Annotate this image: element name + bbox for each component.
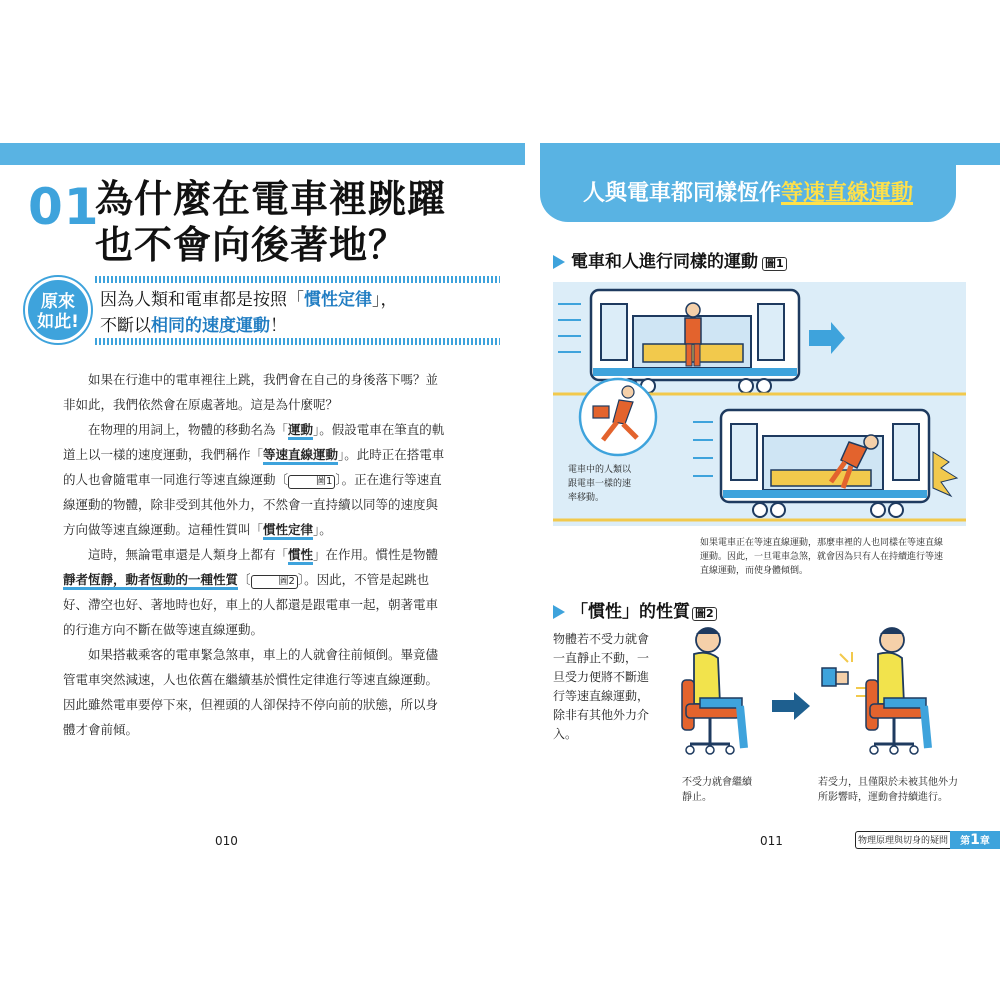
triangle-bullet-icon — [553, 605, 565, 619]
summary-callout — [100, 287, 398, 339]
term-inertia-definition: 靜者恆靜，動者恆動的一種性質 — [63, 572, 238, 590]
figure-1-caption-1: 電車中的人類以 跟電車一樣的速 率移動。 — [568, 465, 632, 503]
paragraph-4: 如果搭載乘客的電車緊急煞車，車上的人就會往前傾倒。畢竟儘管電車突然減速，人也依舊在繼續基於慣性定律進行等速直線運動。因此雖然電車要停下來，但裡頭的人卻保持不停向前的狀態，所以身體才會前傾。 — [63, 647, 439, 737]
badge-line-2: 如此! — [37, 312, 79, 332]
figure-2-side-text: 物體若不受力就會 一直靜止不動，一 旦受力便將不斷進 行等速直線運動， 除非有其他外力介 入。 — [553, 632, 650, 741]
chapter-tab — [855, 831, 1000, 849]
conclusion-badge — [25, 277, 91, 343]
brake-burst-icon — [933, 452, 957, 496]
term-law-of-inertia: 慣性定律 — [263, 522, 313, 540]
chapter-tab-number: 第1章 — [950, 831, 1000, 849]
seated-person-left — [682, 628, 744, 754]
badge-line-1: 原來 — [41, 292, 75, 312]
figure-ref-1: 圖1 — [288, 475, 335, 489]
figure-2-caption-right: 若受力，且僅限於未被其他外力 所影響時，運動會持續進行。 — [818, 777, 958, 803]
section-number: 01 — [28, 178, 100, 236]
figure-2-illustration — [660, 620, 960, 770]
title-line-2: 也不會向後著地？ — [95, 223, 408, 267]
top-color-bar-right — [540, 143, 1000, 165]
page-number-left: 010 — [215, 834, 238, 848]
callout-highlight-1: 慣性定律 — [304, 290, 372, 310]
seated-person-right — [866, 628, 928, 754]
speed-lines-top — [558, 304, 581, 352]
term-motion: 運動 — [288, 422, 313, 440]
page-title — [95, 176, 446, 268]
page-number-right: 011 — [760, 834, 783, 848]
figure-2-title: 「慣性」的性質 圖2 — [553, 597, 717, 622]
figure-ref-2: 圖2 — [251, 575, 298, 589]
chapter-tab-label: 物理原理與切身的疑問 — [855, 831, 950, 849]
term-uniform-linear-motion: 等速直線運動 — [263, 447, 338, 465]
paragraph-3: 這時，無論電車還是人類身上都有「慣性」在作用。慣性是物體靜者恆靜，動者恆動的一種性質〔 圖2 〕。因此，不管是起跳也好、滯空也好、著地時也好，車上的人都還是跟電車一起，朝著電車的行進方向不斷在做等速直線運動。 — [63, 547, 439, 637]
callout-line-2: 不斷以相同的速度運動！ — [100, 316, 287, 336]
callout-highlight-2: 相同的速度運動 — [151, 316, 270, 336]
direction-arrow-icon — [809, 322, 845, 354]
paragraph-1: 如果在行進中的電車裡往上跳，我們會在自己的身後落下嗎？並非如此，我們依然會在原處著地。這是為什麼呢？ — [63, 372, 439, 412]
callout-bottom-stripe — [95, 338, 500, 345]
train-bottom — [721, 410, 929, 517]
speed-lines-bottom — [693, 422, 713, 476]
header-highlight: 等速直線運動 — [781, 181, 914, 206]
figure-2-caption-left: 不受力就會繼續 靜止。 — [682, 777, 752, 803]
body-text — [63, 367, 445, 742]
title-line-1: 為什麼在電車裡跳躍 — [95, 177, 447, 221]
figure-1-caption-2: 如果電車正在等速直線運動，那麼車裡的人也同樣在等速直線 運動。因此，一旦電車急煞，就會因為只有人在持續進行等速 直線運動，而使身體傾倒。 — [700, 538, 944, 576]
figure-1-tag: 圖1 — [762, 257, 787, 271]
right-page-header: 人與電車都同樣恆作等速直線運動 — [540, 165, 956, 222]
callout-top-stripe — [95, 276, 500, 283]
top-color-bar-left — [0, 143, 525, 165]
push-force-icon — [822, 652, 866, 696]
jumping-person-inset — [580, 379, 656, 455]
figure-1-title: 電車和人進行同樣的運動 圖1 — [553, 247, 787, 272]
transition-arrow-icon — [772, 692, 810, 720]
triangle-bullet-icon — [553, 255, 565, 269]
term-inertia: 慣性 — [288, 547, 313, 565]
paragraph-2: 在物理的用詞上，物體的移動名為「運動」。假設電車在筆直的軌道上以一樣的速度運動，我們稱作「等速直線運動」。此時正在搭電車的人也會隨電車一同進行等速直線運動〔 圖1 〕。正在進行等速直線運動的物體，除非受到其他外力，不然會一直持續以同等的速度與方向做等速直線運動。這種性質叫「慣性定律」。 — [63, 417, 445, 542]
callout-line-1: 因為人類和電車都是按照「慣性定律」， — [100, 290, 398, 310]
figure-2-tag: 圖2 — [692, 607, 717, 621]
